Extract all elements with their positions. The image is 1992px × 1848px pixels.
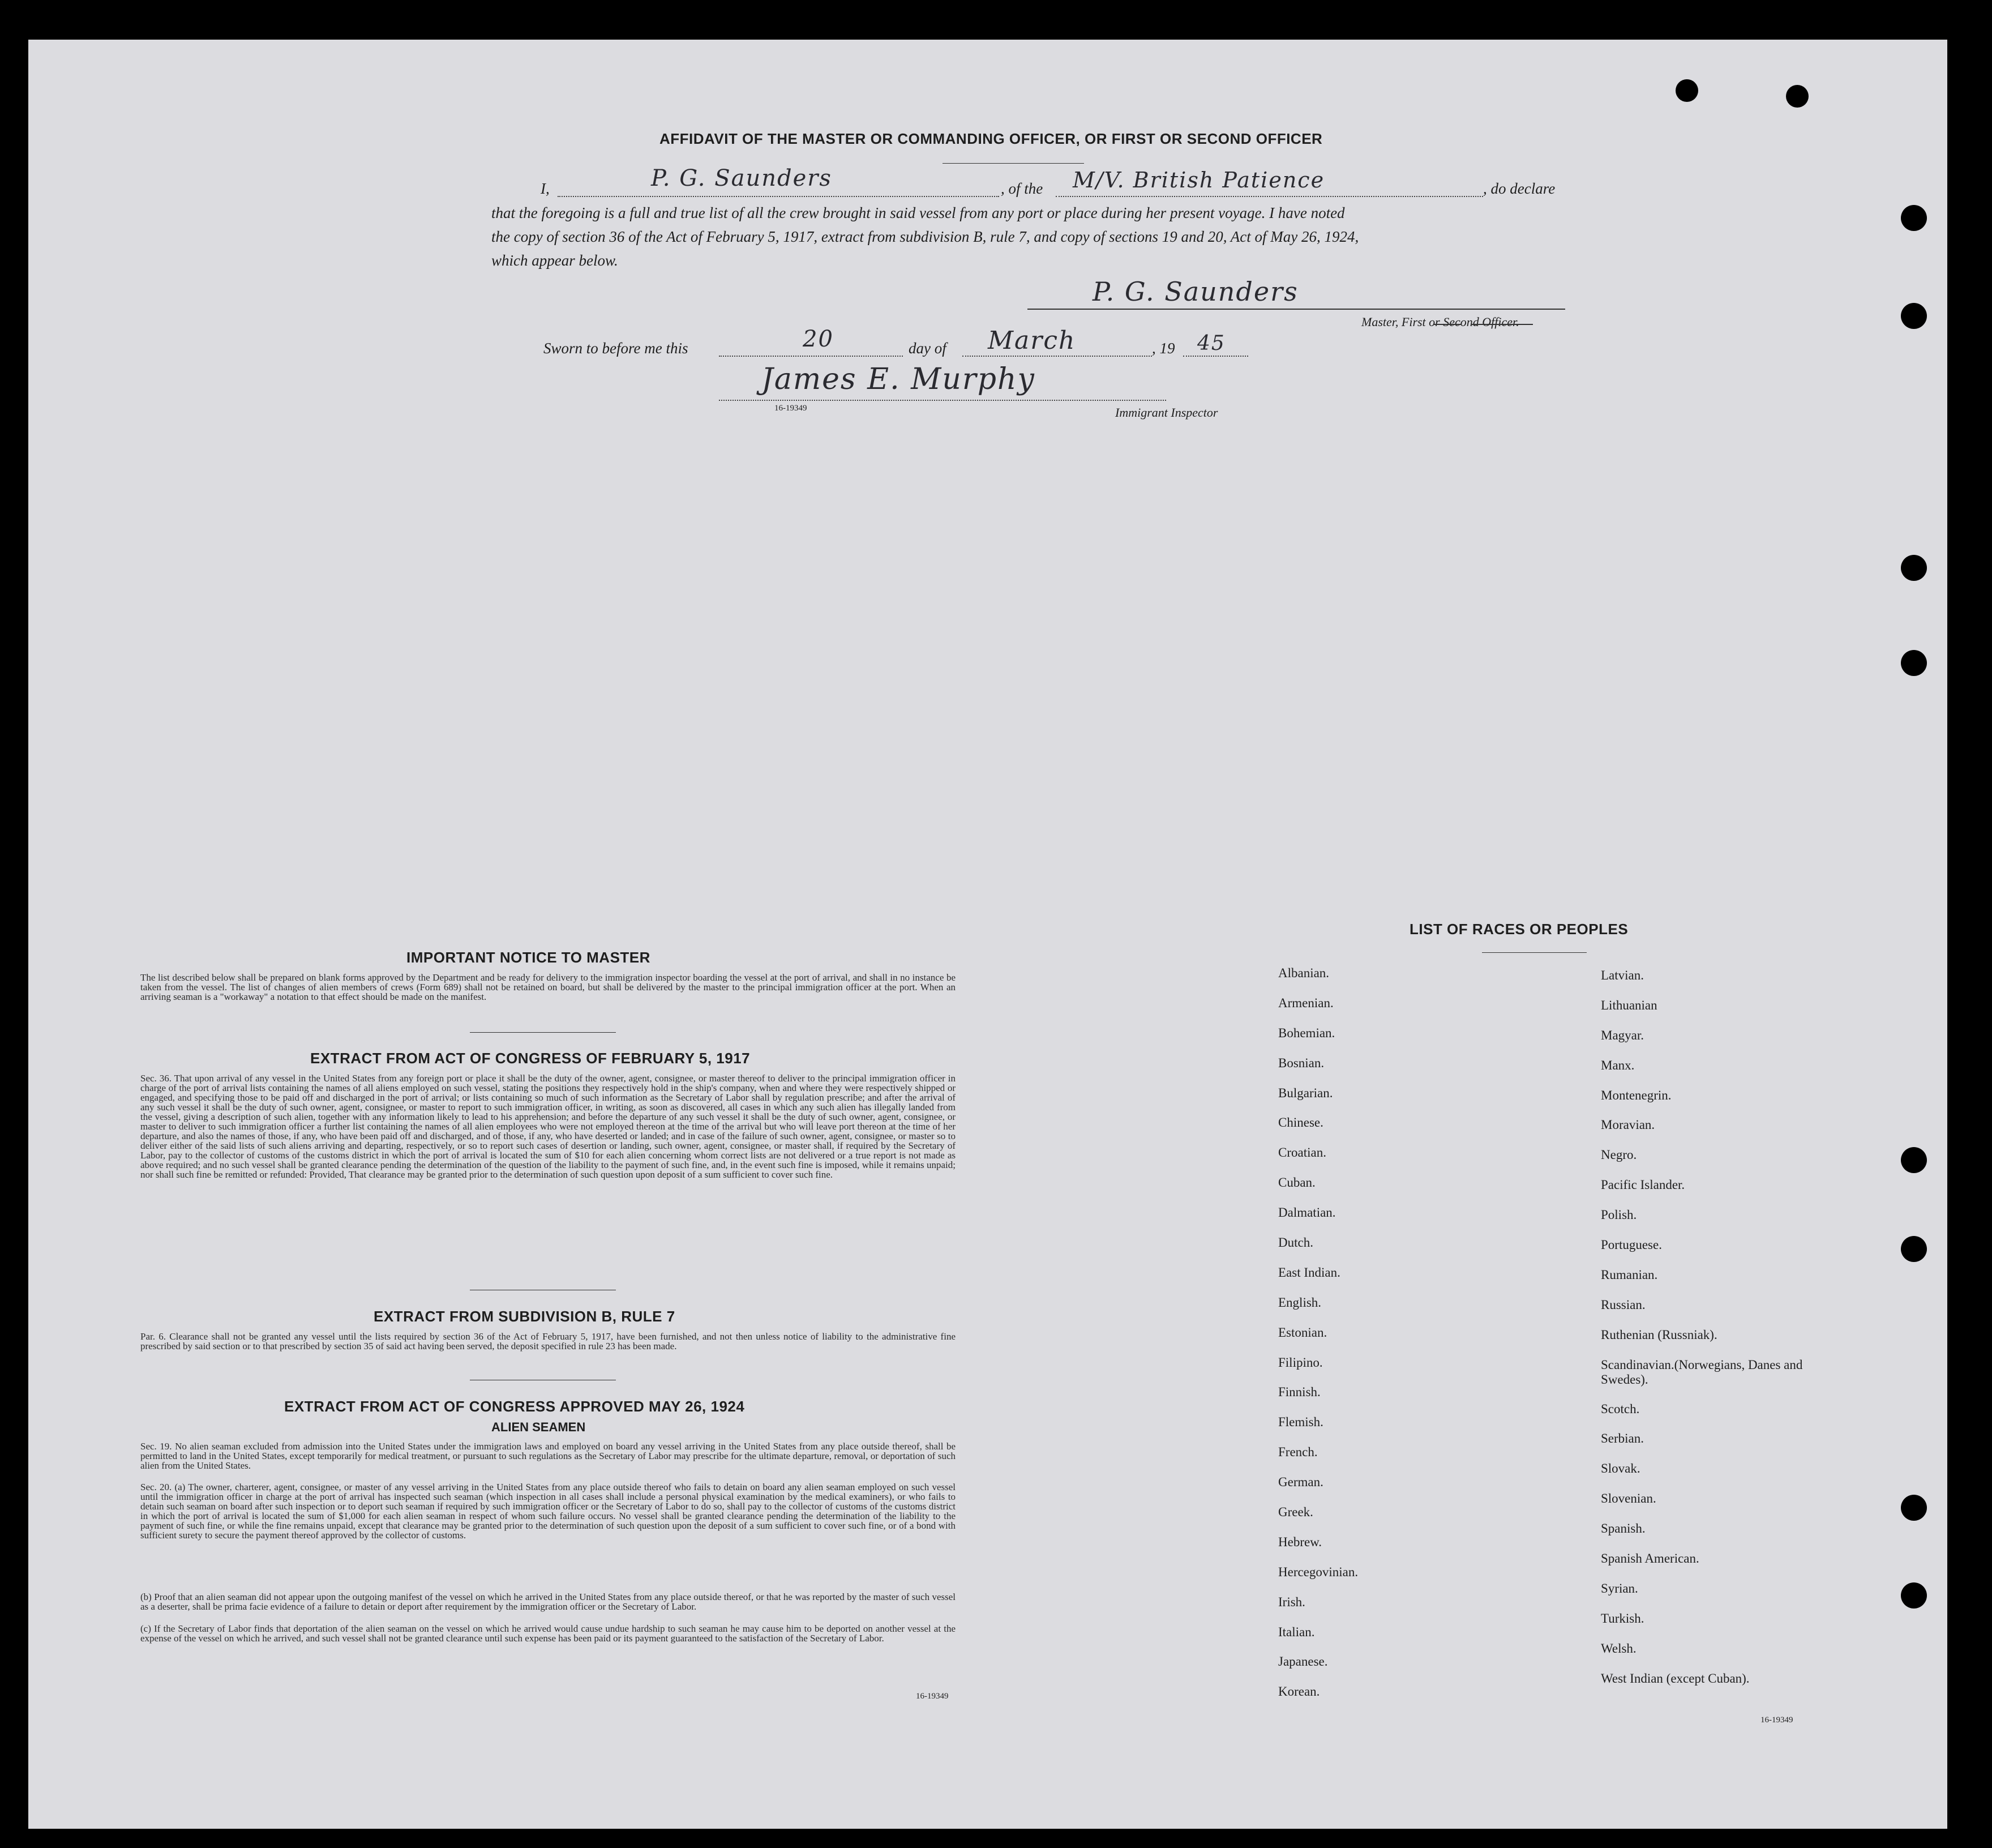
sworn-label: Sworn to before me this	[543, 340, 688, 357]
signature-line	[1027, 309, 1565, 310]
master-signature: P. G. Saunders	[1093, 276, 1299, 307]
races-right-column	[1601, 968, 1816, 1701]
race-item: Dutch.	[1278, 1235, 1313, 1250]
race-item: Latvian.	[1601, 968, 1644, 982]
extract-1924-subtitle: ALIEN SEAMEN	[491, 1420, 586, 1434]
inspector-signature: James E. Murphy	[761, 362, 1035, 396]
extract-1917-text: Sec. 36. That upon arrival of any vessel in the United States from any foreign port or place it shall be the duty of the owner, agent, consignee, or master thereof to deliver to the principal immigration officer in charge of the port of arrival lists containing the names of all aliens employed on such vessel, stating the positions they respectively hold in the ship's company, when and where they were respectively shipped or engaged, and specifying those to be paid off and discharged in the port of arrival; or lists containing so much of such information as the Secretary of Labor shall by regulation prescribe; and after the arrival of any such vessel it shall be the duty of such owner, agent, consignee, or master to report to such immigration officer, in writing, as soon as discovered, all cases in which any such alien has illegally landed from the vessel, giving a description of such alien, together with any information likely to lead to his apprehension; and before the departure of any such vessel it shall be the duty of such owner, agent, consignee, or master to deliver to such immigration officer a further list containing the names of all alien employees who were not employed thereon at the time of the arrival but who will leave port thereon at the time of her departure, and also the names of those, if any, who have been paid off and discharged, and of those, if any, who have deserted or landed; and in case of the failure of such owner, agent, consignee, or master so to deliver either of the said lists of such aliens arriving and departing, respectively, or so to report such cases of desertion or landing, such owner, agent, consignee, or master shall, if required by the Secretary of Labor, pay to the collector of customs of the customs district in which the port of arrival is located the sum of $10 for each alien concerning whom correct lists are not delivered or a true report is not made as above required; and no such vessel shall be granted clearance pending the determination of the question of the liability to the payment of such fine, and, in the event such fine is imposed, while it remains unpaid; nor shall such fine be remitted or refunded: Provided, That clearance may be granted prior to the determination of such question upon deposit of a sum sufficient to cover such fine.	[140, 1073, 956, 1180]
race-item: Russian.	[1601, 1297, 1646, 1312]
day-field-line	[719, 356, 903, 357]
punch-hole	[1901, 1495, 1927, 1521]
race-item: Greek.	[1278, 1505, 1313, 1520]
race-item: Hercegovinian.	[1278, 1564, 1359, 1579]
race-item: French.	[1278, 1445, 1318, 1460]
strike-first	[1433, 324, 1462, 325]
race-item: English.	[1278, 1295, 1322, 1310]
extract-1924-sec20a: Sec. 20. (a) The owner, charterer, agent, consignee, or master of any vessel arriving in the United States from any place outside thereof who fails to detain on board any alien seaman employed on such vessel until the immigration officer in charge at the port of arrival has inspected such seaman (which inspection in all cases shall include a personal physical examination by the medical examiners), or who fails to detain such seaman on board after such inspection or to deport such seaman if required by such immigration officer or the Secretary of Labor to do so, shall pay to the collector of customs of the customs district in which the port of arrival is located the sum of $1,000 for each alien seaman in respect of whom such failure occurs. No vessel shall be granted clearance pending the determination of the liability to the payment of such fine, or while the fine remains unpaid, except that clearance may be granted prior to the determination of such question upon the deposit of a sum sufficient to cover such fine, or of a bond with sufficient surety to secure the payment thereof approved by the collector of customs.	[140, 1482, 956, 1541]
punch-hole	[1901, 205, 1927, 231]
race-item: Scandinavian.(Norwegians, Danes and Swedes).	[1601, 1357, 1803, 1387]
do-declare-label: , do declare	[1483, 180, 1556, 197]
of-the-label: , of the	[1001, 180, 1043, 197]
punch-hole	[1901, 1582, 1927, 1609]
punch-hole	[1676, 79, 1698, 102]
race-item: Bohemian.	[1278, 1025, 1335, 1040]
race-item: Bosnian.	[1278, 1055, 1325, 1070]
race-item: Chinese.	[1278, 1115, 1323, 1130]
races-form-number: 16-19349	[1760, 1716, 1793, 1725]
punch-hole	[1901, 303, 1927, 329]
race-item: West Indian (except Cuban).	[1601, 1671, 1750, 1686]
race-item: Armenian.	[1278, 995, 1334, 1010]
race-item: Italian.	[1278, 1624, 1315, 1639]
race-item: Filipino.	[1278, 1355, 1323, 1370]
officer-caption: Master, First or Second Officer.	[1361, 315, 1519, 329]
inspector-caption: Immigrant Inspector	[1115, 405, 1218, 420]
affidavit-body-line-1: that the foregoing is a full and true list of all the crew brought in said vessel from any port or place during her present voyage. I have noted	[491, 204, 1345, 221]
punch-hole	[1786, 85, 1809, 108]
race-item: Rumanian.	[1601, 1267, 1658, 1282]
affidavit-body-line-2: the copy of section 36 of the Act of February 5, 1917, extract from subdivision B, rule 7, and copy of sections 19 and 20, Act of May 26, 1924,	[491, 228, 1359, 245]
race-item: Spanish American.	[1601, 1551, 1699, 1566]
vessel-field-line	[1056, 196, 1483, 197]
race-item: Bulgarian.	[1278, 1085, 1333, 1100]
punch-hole	[1901, 650, 1927, 676]
notice-text: The list described below shall be prepared on blank forms approved by the Department and be ready for delivery to the immigration inspector boarding the vessel at the port of arrival, and shall in no instance be taken from the vessel. The list of changes of alien members of crews (Form 689) shall not be retained on board, but shall be delivered by the master to the principal immigration officer at the port. When an arriving seaman is a "workaway" a notation to that effect should be made on the manifest.	[140, 972, 956, 1002]
race-item: German.	[1278, 1475, 1323, 1490]
year-handwritten: 45	[1197, 332, 1226, 355]
race-item: Cuban.	[1278, 1175, 1316, 1190]
extract-1917-title: EXTRACT FROM ACT OF CONGRESS OF FEBRUARY 5, 1917	[310, 1050, 751, 1067]
race-item: Manx.	[1601, 1058, 1635, 1072]
year-printed: , 19	[1152, 340, 1175, 357]
extract-1924-sec19: Sec. 19. No alien seaman excluded from admission into the United States under the immigration laws and employed on board any vessel arriving in the United States from any place outside thereof, shall be permitted to land in the United States, except temporarily for medical treatment, or pursuant to such regulations as the Secretary of Labor may prescribe for the ultimate departure, removal, or deportation of such alien from the United States.	[140, 1441, 956, 1471]
race-item: Spanish.	[1601, 1521, 1646, 1536]
divider	[470, 1032, 616, 1033]
race-item: Welsh.	[1601, 1641, 1637, 1656]
race-item: Japanese.	[1278, 1654, 1328, 1669]
divider	[1482, 952, 1587, 953]
extract-rule7-text: Par. 6. Clearance shall not be granted any vessel until the lists required by section 36 of the Act of February 5, 1917, have been furnished, and not then unless notice of liability to the administrative fine prescribed by said section or to that prescribed by section 35 of said act having been served, the deposit specified in rule 23 has been made.	[140, 1331, 956, 1351]
notice-title: IMPORTANT NOTICE TO MASTER	[406, 949, 650, 966]
race-item: Albanian.	[1278, 966, 1330, 980]
race-item: Korean.	[1278, 1684, 1320, 1699]
extract-1924-sec20b: (b) Proof that an alien seaman did not appear upon the outgoing manifest of the vessel on which he arrived in the United States from any place outside thereof, or that he was reported by the master of such vessel as a deserter, shall be prima facie evidence of a failure to detain or deport after requirement by the immigration officer or the Secretary of Labor.	[140, 1592, 956, 1612]
day-of-label: day of	[909, 340, 946, 357]
race-item: Polish.	[1601, 1208, 1637, 1222]
inspector-line	[719, 400, 1166, 401]
punch-hole	[1901, 1147, 1927, 1173]
month-field-line	[962, 356, 1152, 357]
race-item: Estonian.	[1278, 1325, 1327, 1340]
extract-rule7-title: EXTRACT FROM SUBDIVISION B, RULE 7	[374, 1308, 675, 1325]
race-item: Finnish.	[1278, 1385, 1321, 1400]
divider	[943, 163, 1084, 164]
race-item: Moravian.	[1601, 1118, 1655, 1132]
race-item: Magyar.	[1601, 1028, 1644, 1042]
race-item: Slovak.	[1601, 1461, 1640, 1476]
race-item: Scotch.	[1601, 1401, 1640, 1416]
races-left-column	[1278, 966, 1522, 1714]
vessel-handwritten: M/V. British Patience	[1073, 168, 1325, 192]
extract-form-number: 16-19349	[916, 1692, 949, 1701]
race-item: Hebrew.	[1278, 1534, 1322, 1549]
month-handwritten: March	[988, 326, 1076, 355]
race-item: Irish.	[1278, 1594, 1305, 1609]
race-item: Portuguese.	[1601, 1238, 1662, 1252]
race-item: East Indian.	[1278, 1265, 1340, 1280]
race-item: Dalmatian.	[1278, 1205, 1336, 1220]
race-item: Ruthenian (Russniak).	[1601, 1327, 1717, 1342]
signer-field-line	[558, 196, 999, 197]
race-item: Negro.	[1601, 1148, 1637, 1162]
year-field-line	[1183, 356, 1248, 357]
race-item: Flemish.	[1278, 1415, 1323, 1430]
race-item: Pacific Islander.	[1601, 1178, 1685, 1192]
affidavit-body-line-3: which appear below.	[491, 252, 618, 269]
race-item: Turkish.	[1601, 1611, 1644, 1625]
strike-second	[1471, 324, 1533, 325]
day-handwritten: 20	[803, 326, 834, 352]
race-item: Montenegrin.	[1601, 1088, 1672, 1102]
race-item: Croatian.	[1278, 1145, 1326, 1160]
race-item: Slovenian.	[1601, 1491, 1656, 1506]
race-item: Syrian.	[1601, 1581, 1638, 1595]
punch-hole	[1901, 555, 1927, 581]
signer-handwritten: P. G. Saunders	[651, 165, 832, 191]
affidavit-i-label: I,	[541, 180, 550, 197]
race-item: Lithuanian	[1601, 998, 1657, 1012]
affidavit-title: AFFIDAVIT OF THE MASTER OR COMMANDING OFFICER, OR FIRST OR SECOND OFFICER	[659, 130, 1323, 147]
extract-1924-sec20c: (c) If the Secretary of Labor finds that deportation of the alien seaman on the vessel on which he arrived would cause undue hardship to such seaman he may cause him to be deported on another vessel at the expense of the vessel on which he arrived, and such vessel shall not be granted clearance until such expense has been paid or its payment guaranteed to the satisfaction of the Secretary of Labor.	[140, 1623, 956, 1644]
race-item: Serbian.	[1601, 1431, 1644, 1446]
races-title: LIST OF RACES OR PEOPLES	[1410, 921, 1629, 938]
extract-1924-title: EXTRACT FROM ACT OF CONGRESS APPROVED MAY 26, 1924	[284, 1398, 745, 1415]
form-number: 16-19349	[774, 404, 807, 413]
punch-hole	[1901, 1236, 1927, 1262]
